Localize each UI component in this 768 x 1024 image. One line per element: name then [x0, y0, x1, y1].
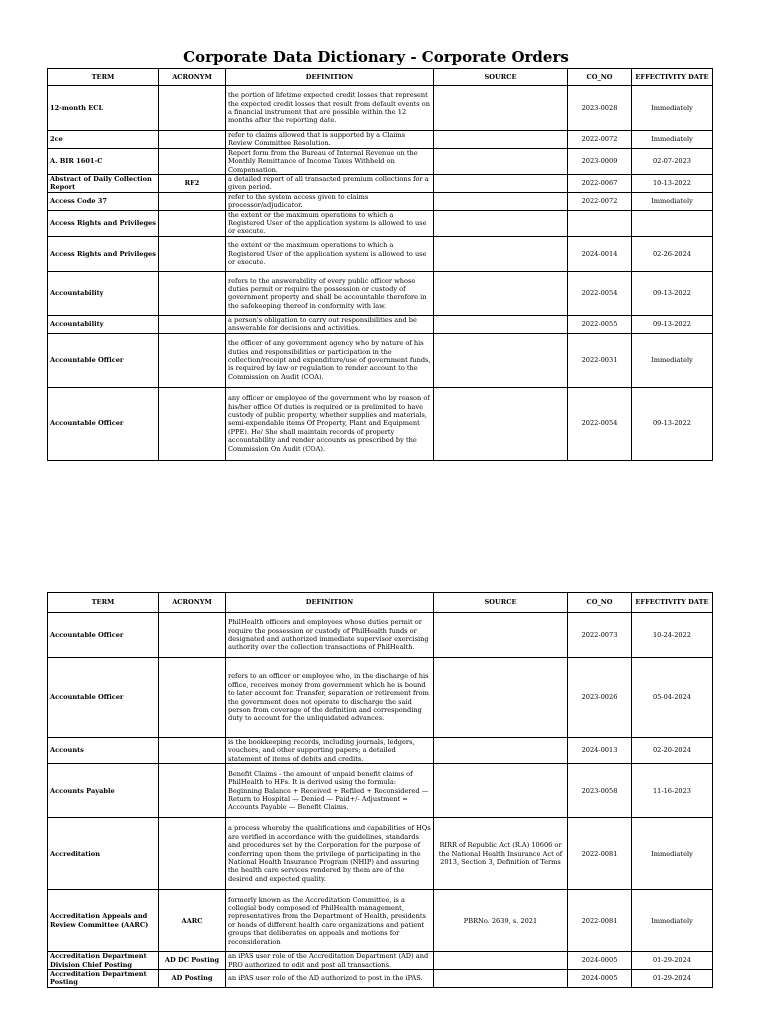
table-body: [48, 613, 713, 988]
header-source: SOURCE: [434, 69, 568, 86]
term-cell: A. BIR 1601-C: [48, 148, 159, 174]
definition-cell: a detailed report of all transacted premium collections for a given period.: [226, 175, 434, 193]
source-cell: [434, 333, 568, 387]
table-row: [48, 315, 713, 333]
header-effectivity-date: EFFECTIVITY DATE: [632, 593, 713, 613]
acronym-cell: [159, 738, 226, 764]
definition-cell: is the bookkeeping records, including journals, ledgers, vouchers, and other supporting papers; a detailed statement of items of debits and credits.: [226, 738, 434, 764]
term-cell: Accountable Officer: [48, 333, 159, 387]
acronym-cell: [159, 387, 226, 460]
source-cell: [434, 764, 568, 818]
co-no-cell: [568, 210, 632, 236]
acronym-cell: [159, 333, 226, 387]
table-row: [48, 271, 713, 315]
source-cell: [434, 738, 568, 764]
co-no-cell: 2022-0081: [568, 818, 632, 890]
header-row: [48, 69, 713, 86]
definition-cell: the extent or the maximum operations to which a Registered User of the application system is allowed to use or execute.: [226, 210, 434, 236]
table-row: [48, 387, 713, 460]
co-no-cell: 2023-0058: [568, 764, 632, 818]
source-cell: [434, 970, 568, 988]
acronym-cell: [159, 613, 226, 658]
source-cell: [434, 658, 568, 738]
acronym-cell: [159, 192, 226, 210]
effectivity-date-cell: 09-13-2022: [632, 387, 713, 460]
effectivity-date-cell: 02-07-2023: [632, 148, 713, 174]
header-definition: DEFINITION: [226, 593, 434, 613]
page-title: Corporate Data Dictionary - Corporate Orders: [183, 48, 569, 66]
term-cell: Accreditation Department Posting: [48, 970, 159, 988]
co-no-cell: 2023-0026: [568, 658, 632, 738]
acronym-cell: AD Posting: [159, 970, 226, 988]
co-no-cell: 2024-0014: [568, 236, 632, 271]
definition-cell: refer to the system access given to claims processor/adjudicator.: [226, 192, 434, 210]
table-row: [48, 613, 713, 658]
definition-cell: an iPAS user role of the Accreditation Department (AD) and PRO authorized to edit and post all transactions.: [226, 952, 434, 970]
effectivity-date-cell: 05-04-2024: [632, 658, 713, 738]
table-row: [48, 210, 713, 236]
effectivity-date-cell: Immediately: [632, 890, 713, 952]
table-row: [48, 658, 713, 738]
acronym-cell: [159, 148, 226, 174]
co-no-cell: 2022-0055: [568, 315, 632, 333]
source-cell: [434, 148, 568, 174]
effectivity-date-cell: 02-26-2024: [632, 236, 713, 271]
table-row: [48, 236, 713, 271]
effectivity-date-cell: 01-29-2024: [632, 952, 713, 970]
term-cell: Abstract of Daily Collection Report: [48, 175, 159, 193]
header-co-no: CO_NO: [568, 69, 632, 86]
table-row: [48, 890, 713, 952]
co-no-cell: 2024-0005: [568, 970, 632, 988]
source-cell: [434, 192, 568, 210]
acronym-cell: [159, 764, 226, 818]
effectivity-date-cell: Immediately: [632, 86, 713, 131]
term-cell: Accountability: [48, 271, 159, 315]
header-source: SOURCE: [434, 593, 568, 613]
table-row: [48, 818, 713, 890]
co-no-cell: 2023-0009: [568, 148, 632, 174]
co-no-cell: 2022-0054: [568, 387, 632, 460]
acronym-cell: RF2: [159, 175, 226, 193]
effectivity-date-cell: [632, 210, 713, 236]
data-dictionary-table-1: [47, 68, 713, 461]
source-cell: [434, 613, 568, 658]
definition-cell: a person's obligation to carry out responsibilities and be answerable for decisions and activities.: [226, 315, 434, 333]
source-cell: [434, 315, 568, 333]
header-definition: DEFINITION: [226, 69, 434, 86]
definition-cell: refers to the answerability of every public officer whose duties permit or require the possession or custody of government property and shall be accountable therefore in the safekeeping thereof in conformity with law.: [226, 271, 434, 315]
source-cell: PBRNo. 2639, s. 2021: [434, 890, 568, 952]
term-cell: Accountability: [48, 315, 159, 333]
definition-cell: a process whereby the qualifications and capabilities of HQs are verified in accordance with the guidelines, standards and procedures set by the Corporation for the purpose of conferring upon them the privilege of participating in the National Health Insurance Program (NHIP) and assuring the health care services rendered by them are of the desired and expected quality.: [226, 818, 434, 890]
term-cell: Access Code 37: [48, 192, 159, 210]
table-row: [48, 148, 713, 174]
definition-cell: an iPAS user role of the AD authorized to post in the iPAS.: [226, 970, 434, 988]
data-dictionary-table-2: [47, 592, 713, 988]
effectivity-date-cell: 10-13-2022: [632, 175, 713, 193]
source-cell: [434, 271, 568, 315]
co-no-cell: 2022-0031: [568, 333, 632, 387]
definition-cell: Report form from the Bureau of Internal Revenue on the Monthly Remittance of Income Taxes Withheld on Compensation.: [226, 148, 434, 174]
effectivity-date-cell: 11-16-2023: [632, 764, 713, 818]
co-no-cell: 2022-0054: [568, 271, 632, 315]
term-cell: Accountable Officer: [48, 658, 159, 738]
term-cell: Accountable Officer: [48, 613, 159, 658]
co-no-cell: 2022-0072: [568, 131, 632, 149]
acronym-cell: [159, 236, 226, 271]
header-acronym: ACRONYM: [159, 593, 226, 613]
acronym-cell: [159, 658, 226, 738]
source-cell: [434, 175, 568, 193]
acronym-cell: [159, 131, 226, 149]
acronym-cell: [159, 315, 226, 333]
effectivity-date-cell: 01-29-2024: [632, 970, 713, 988]
table-row: [48, 86, 713, 131]
effectivity-date-cell: 02-20-2024: [632, 738, 713, 764]
definition-cell: the portion of lifetime expected credit losses that represent the expected credit losses that result from default events on a financial instrument that are possible within the 12 months after the reporting date.: [226, 86, 434, 131]
definition-cell: Benefit Claims - the amount of unpaid benefit claims of PhilHealth to HFs. It is derived using the formula: Beginning Balance + Received + Refiled + Reconsidered — Return to Hospital — Denied — Paid+/- Adjustment = Accounts Payable — Benefit Claims.: [226, 764, 434, 818]
source-cell: [434, 387, 568, 460]
table-row: [48, 192, 713, 210]
table-row: [48, 738, 713, 764]
acronym-cell: AD DC Posting: [159, 952, 226, 970]
co-no-cell: 2022-0081: [568, 890, 632, 952]
effectivity-date-cell: 10-24-2022: [632, 613, 713, 658]
term-cell: 12-month ECL: [48, 86, 159, 131]
definition-cell: refers to an officer or employee who, in the discharge of his office, receives money from government which he is bound to later account for. Transfer, separation or retirement from the government does not operate to discharge the said person from coverage of the definition and corresponding duty to account for the unliquidated advances.: [226, 658, 434, 738]
term-cell: Accreditation: [48, 818, 159, 890]
source-cell: [434, 86, 568, 131]
effectivity-date-cell: 09-13-2022: [632, 271, 713, 315]
definition-cell: refer to claims allowed that is supported by a Claims Review Committee Resolution.: [226, 131, 434, 149]
effectivity-date-cell: Immediately: [632, 131, 713, 149]
table-row: [48, 175, 713, 193]
acronym-cell: [159, 86, 226, 131]
header-term: TERM: [48, 69, 159, 86]
table-row: [48, 970, 713, 988]
definition-cell: formerly known as the Accreditation Committee, is a collegial body composed of PhilHealth management, representatives from the Department of Health, presidents or heads of different health care organizations and patient groups that deliberates on appeals and motions for reconsideration: [226, 890, 434, 952]
acronym-cell: [159, 271, 226, 315]
effectivity-date-cell: Immediately: [632, 818, 713, 890]
co-no-cell: 2024-0005: [568, 952, 632, 970]
table-row: [48, 764, 713, 818]
header-effectivity-date: EFFECTIVITY DATE: [632, 69, 713, 86]
term-cell: Accountable Officer: [48, 387, 159, 460]
source-cell: [434, 131, 568, 149]
source-cell: RIRR of Republic Act (R.A) 10606 or the National Health Insurance Act of 2013, Section 3, Definition of Terms: [434, 818, 568, 890]
source-cell: [434, 952, 568, 970]
term-cell: 2ce: [48, 131, 159, 149]
definition-cell: the extent or the maximum operations to which a Registered User of the application system is allowed to use or execute.: [226, 236, 434, 271]
co-no-cell: 2024-0013: [568, 738, 632, 764]
table-row: [48, 952, 713, 970]
definition-cell: the officer of any government agency who by nature of his duties and responsibilities or participation in the collection/receipt and expenditure/use of government funds, is required by law or regulation to render account to the Commission on Audit (COA).: [226, 333, 434, 387]
definition-cell: any officer or employee of the government who by reason of his/her office Of duties is required or is prelimited to have custody of public property, whether supplies and materials, semi-expendable items Of Property, Plant and Equipment (PPE). He/ She shall maintain records of property accountability and render accounts as prescribed by the Commission On Audit (COA).: [226, 387, 434, 460]
source-cell: [434, 210, 568, 236]
co-no-cell: 2022-0073: [568, 613, 632, 658]
co-no-cell: 2022-0067: [568, 175, 632, 193]
acronym-cell: [159, 818, 226, 890]
term-cell: Access Rights and Privileges: [48, 236, 159, 271]
acronym-cell: AARC: [159, 890, 226, 952]
header-co-no: CO_NO: [568, 593, 632, 613]
term-cell: Access Rights and Privileges: [48, 210, 159, 236]
acronym-cell: [159, 210, 226, 236]
header-term: TERM: [48, 593, 159, 613]
table-row: [48, 333, 713, 387]
table-body: [48, 86, 713, 461]
term-cell: Accreditation Appeals and Review Committee (AARC): [48, 890, 159, 952]
header-acronym: ACRONYM: [159, 69, 226, 86]
header-row: [48, 593, 713, 613]
source-cell: [434, 236, 568, 271]
term-cell: Accounts Payable: [48, 764, 159, 818]
table-row: [48, 131, 713, 149]
term-cell: Accounts: [48, 738, 159, 764]
co-no-cell: 2023-0028: [568, 86, 632, 131]
co-no-cell: 2022-0072: [568, 192, 632, 210]
effectivity-date-cell: Immediately: [632, 333, 713, 387]
effectivity-date-cell: 09-13-2022: [632, 315, 713, 333]
term-cell: Accreditation Department Division Chief Posting: [48, 952, 159, 970]
effectivity-date-cell: Immediately: [632, 192, 713, 210]
definition-cell: PhilHealth officers and employees whose duties permit or require the possession or custody of PhilHealth funds or designated and authorized immediate supervisor exercising authority over the collection transactions of PhilHealth.: [226, 613, 434, 658]
